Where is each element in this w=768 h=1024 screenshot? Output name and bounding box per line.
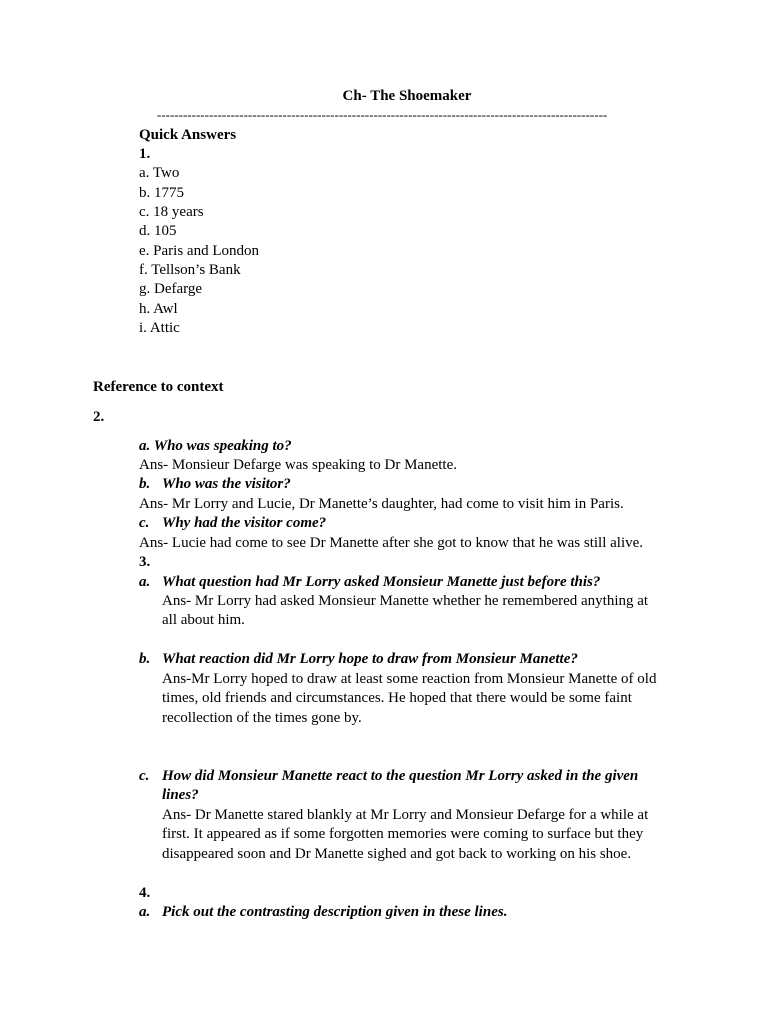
q3c-marker: c.: [139, 768, 150, 784]
reference-heading: Reference to context: [93, 379, 224, 395]
quick-answer-item: d. 105: [139, 223, 177, 239]
q2c-question: Why had the visitor come?: [162, 515, 327, 531]
q3b-question: What reaction did Mr Lorry hope to draw from Monsieur Manette?: [162, 651, 578, 667]
q3a-answer-line: Ans- Mr Lorry had asked Monsieur Manette whether he remembered anything at: [162, 593, 649, 609]
question-number-2: 2.: [93, 409, 105, 425]
q3c-answer-line: Ans- Dr Manette stared blankly at Mr Lorry and Monsieur Defarge for a while at: [162, 807, 649, 823]
question-number-4: 4.: [139, 885, 151, 901]
quick-answer-item: i. Attic: [139, 320, 180, 336]
quick-answers-heading: Quick Answers: [139, 127, 237, 143]
q4a-question: Pick out the contrasting description given in these lines.: [162, 904, 508, 920]
q3c-answer-line: first. It appeared as if some forgotten memories were coming to surface but they: [162, 826, 644, 842]
q2c-answer: Ans- Lucie had come to see Dr Manette after she got to know that he was still alive.: [139, 535, 644, 551]
question-number-3: 3.: [139, 554, 151, 570]
q2b-question: Who was the visitor?: [162, 476, 291, 492]
q2b-answer: Ans- Mr Lorry and Lucie, Dr Manette’s daughter, had come to visit him in Paris.: [139, 496, 624, 512]
page-title: Ch- The Shoemaker: [342, 88, 472, 104]
q3b-answer-line: times, old friends and circumstances. He hoped that there would be some faint: [162, 690, 632, 706]
q3c-question-line: How did Monsieur Manette react to the question Mr Lorry asked in the given: [162, 768, 639, 784]
q3a-marker: a.: [139, 574, 151, 590]
q2a-answer: Ans- Monsieur Defarge was speaking to Dr Manette.: [139, 457, 457, 473]
quick-answer-item: f. Tellson’s Bank: [139, 262, 241, 278]
quick-answer-item: a. Two: [139, 165, 180, 181]
q3c-question-line: lines?: [162, 787, 199, 803]
q4a-marker: a.: [139, 904, 151, 920]
q3a-answer-line: all about him.: [162, 612, 245, 628]
quick-answer-item: b. 1775: [139, 185, 184, 201]
quick-answer-item: e. Paris and London: [139, 243, 259, 259]
quick-answer-item: g. Defarge: [139, 281, 203, 297]
q3b-marker: b.: [139, 651, 151, 667]
quick-answer-item: c. 18 years: [139, 204, 204, 220]
q3a-question: What question had Mr Lorry asked Monsieur Manette just before this?: [162, 574, 601, 590]
quick-answer-item: h. Awl: [139, 301, 178, 317]
question-number-1: 1.: [139, 146, 151, 162]
q2b-marker: b.: [139, 476, 151, 492]
title-divider: --------------------------------------------------------------------------------------------------------: [157, 107, 608, 122]
q2a-question: a. Who was speaking to?: [139, 438, 292, 454]
q3c-answer-line: disappeared soon and Dr Manette sighed and got back to working on his shoe.: [162, 846, 632, 862]
q3b-answer-line: recollection of the times gone by.: [162, 710, 362, 726]
q2c-marker: c.: [139, 515, 150, 531]
q3b-answer-line: Ans-Mr Lorry hoped to draw at least some reaction from Monsieur Manette of old: [162, 671, 657, 687]
